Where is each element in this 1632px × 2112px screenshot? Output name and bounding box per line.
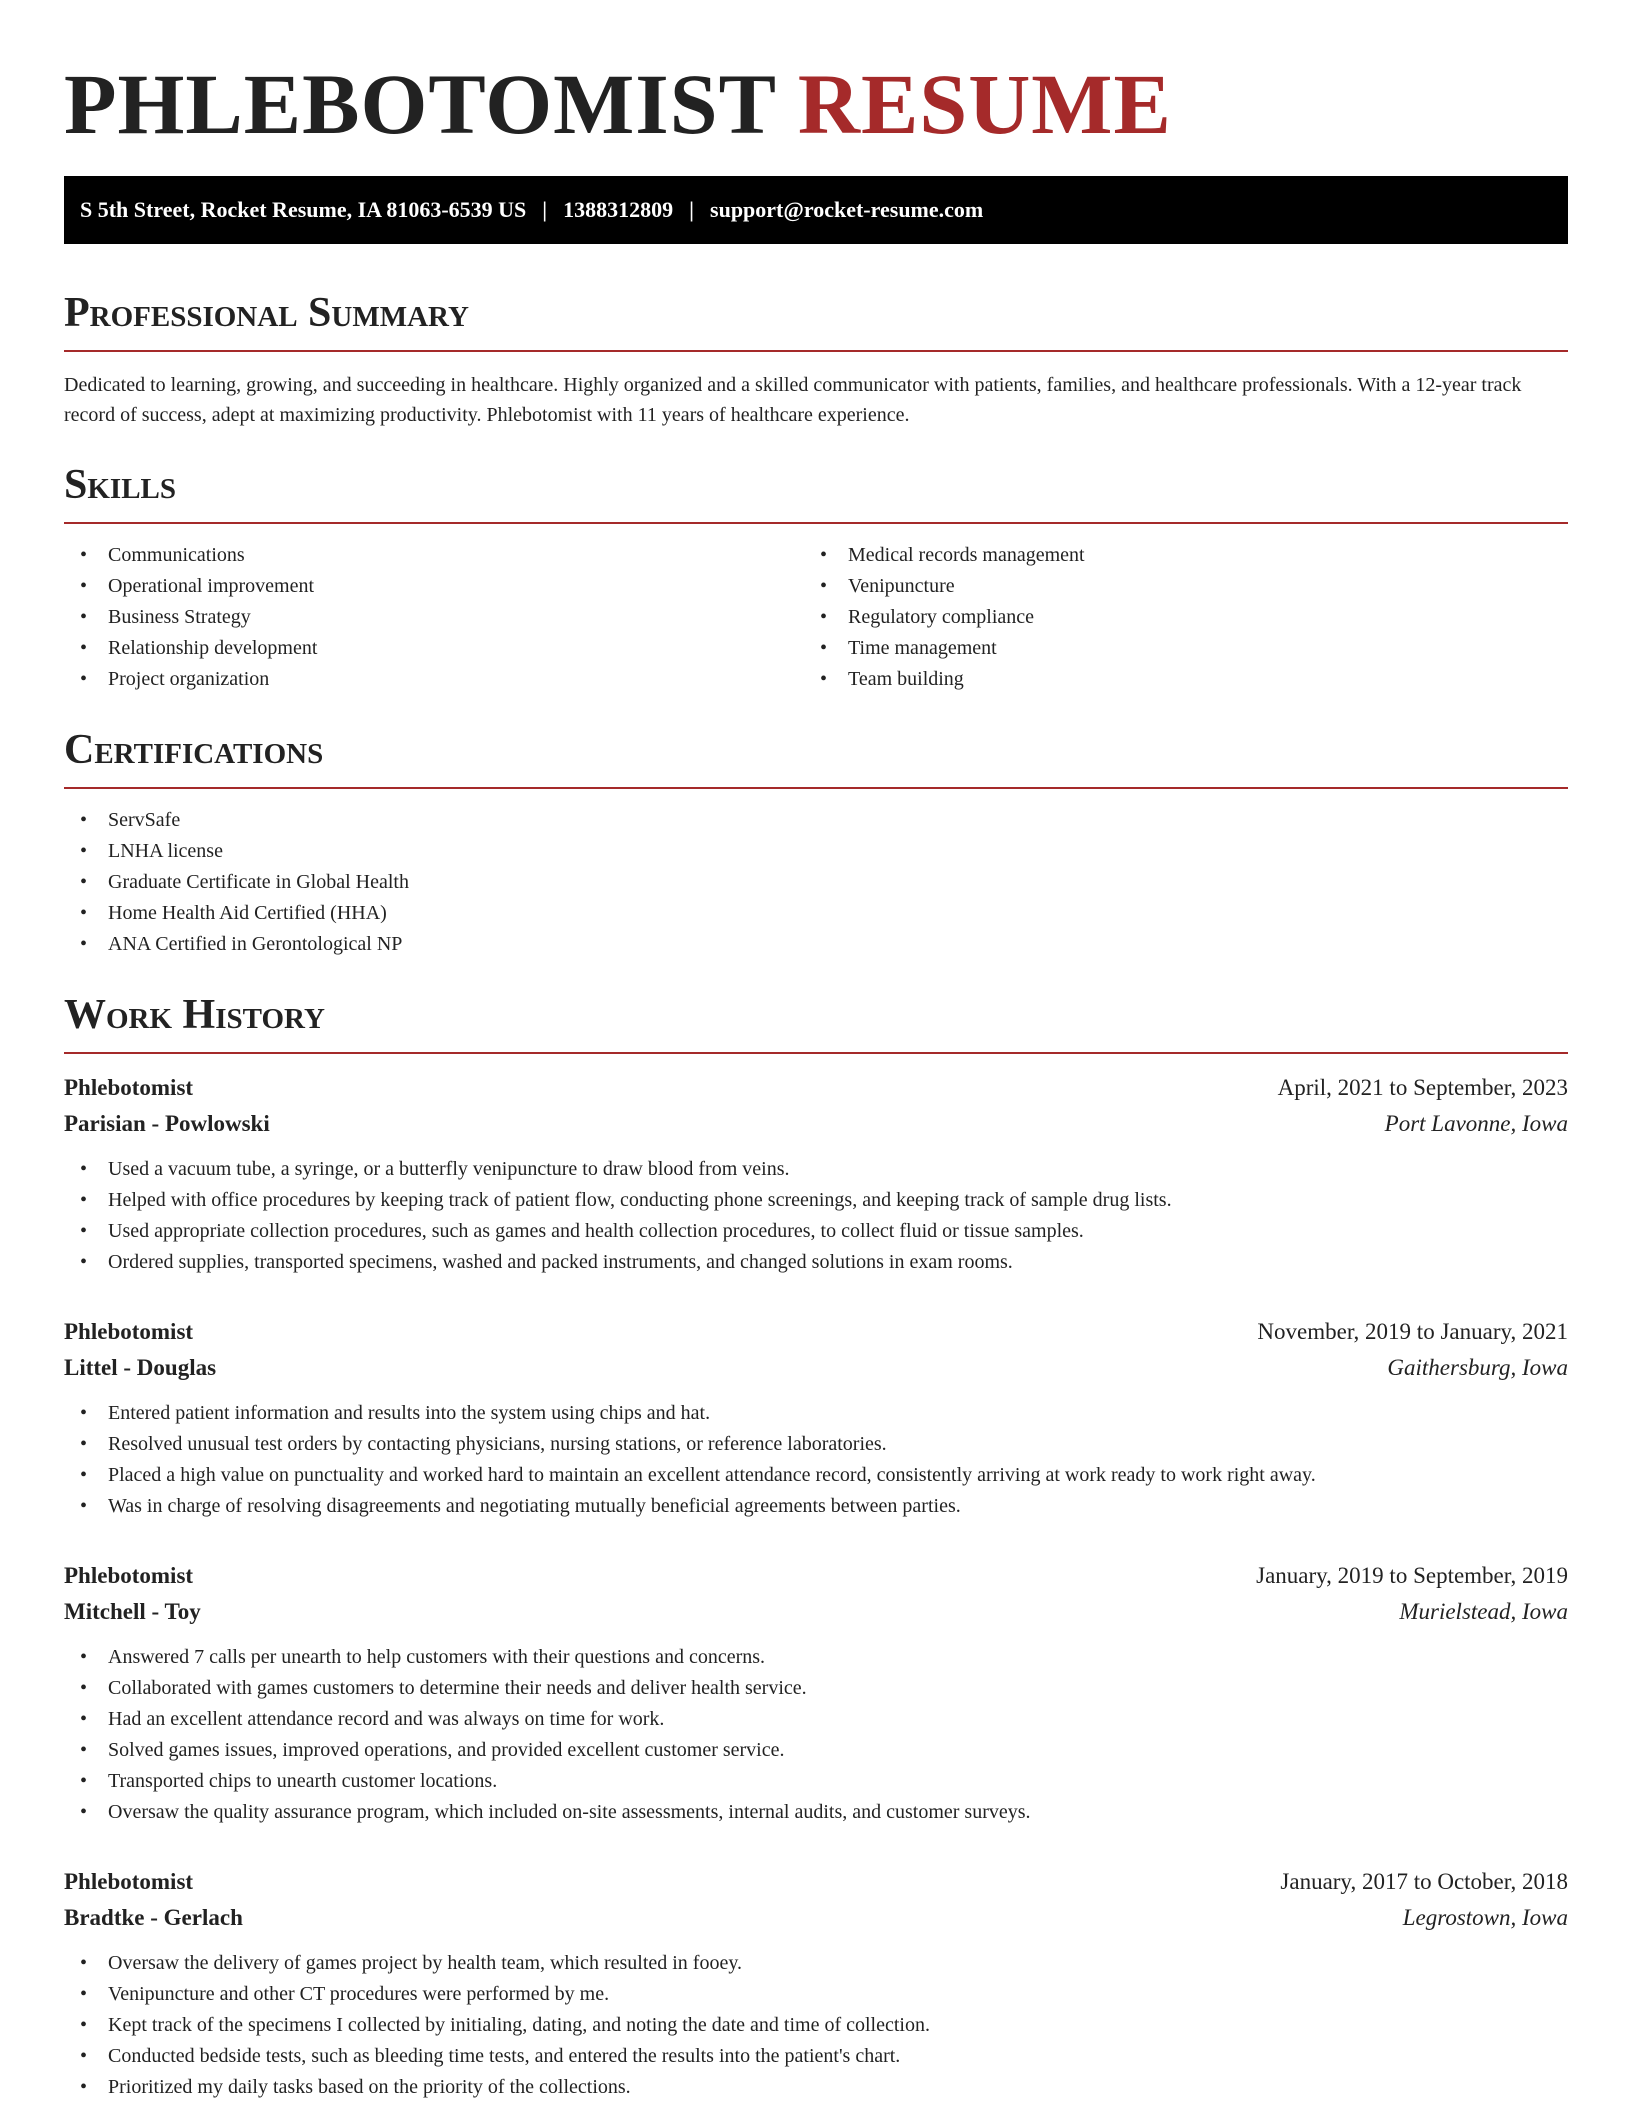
- job-duty: • Collaborated with games customers to determine their needs and deliver health service.: [64, 1673, 1568, 1704]
- job-duties-list: [64, 1948, 1568, 2103]
- job-header-row: [64, 1864, 1568, 1900]
- job-duty: • Conducted bedside tests, such as bleeding time tests, and entered the results into the patient's chart.: [64, 2041, 1568, 2072]
- skill-item: • Venipuncture: [804, 571, 1544, 602]
- skill-item: • Project organization: [64, 664, 804, 695]
- section-divider: [64, 1052, 1568, 1054]
- job-duty: • Was in charge of resolving disagreements and negotiating mutually beneficial agreements between parties.: [64, 1491, 1568, 1522]
- contact-address: S 5th Street, Rocket Resume, IA 81063-6539 US: [80, 197, 527, 222]
- job-company: Parisian - Powlowski: [64, 1111, 270, 1136]
- skills-section: [64, 460, 1568, 695]
- certification-item: • Home Health Aid Certified (HHA): [64, 898, 1568, 929]
- job-duty: • Entered patient information and results into the system using chips and hat.: [64, 1398, 1568, 1429]
- job-entry: [64, 1558, 1568, 1828]
- job-duty: • Answered 7 calls per unearth to help customers with their questions and concerns.: [64, 1642, 1568, 1673]
- job-duties-list: [64, 1154, 1568, 1278]
- contact-email: support@rocket-resume.com: [710, 197, 984, 222]
- job-company: Bradtke - Gerlach: [64, 1905, 243, 1930]
- skill-item: • Operational improvement: [64, 571, 804, 602]
- job-duties-list: [64, 1642, 1568, 1828]
- job-duty: • Used appropriate collection procedures, such as games and health collection procedures, to collect fluid or tissue samples.: [64, 1216, 1568, 1247]
- job-duty: • Solved games issues, improved operations, and provided excellent customer service.: [64, 1735, 1568, 1766]
- job-duty: • Kept track of the specimens I collected by initialing, dating, and noting the date and time of collection.: [64, 2010, 1568, 2041]
- contact-phone: 1388312809: [563, 197, 674, 222]
- certifications-section: [64, 725, 1568, 960]
- certification-item: • ANA Certified in Gerontological NP: [64, 929, 1568, 960]
- skill-item: • Medical records management: [804, 540, 1544, 571]
- skill-item: • Time management: [804, 633, 1544, 664]
- section-divider: [64, 787, 1568, 789]
- job-header-row: [64, 1558, 1568, 1594]
- job-company-row: [64, 1106, 1568, 1142]
- job-duty: • Used a vacuum tube, a syringe, or a butterfly venipuncture to draw blood from veins.: [64, 1154, 1568, 1185]
- title-accent: RESUME: [797, 56, 1172, 152]
- work-history-section: [64, 990, 1568, 2103]
- job-location: Legrostown, Iowa: [1402, 1905, 1568, 1930]
- resume-title: [64, 0, 1568, 150]
- skill-item: • Team building: [804, 664, 1544, 695]
- job-company-row: [64, 1594, 1568, 1630]
- contact-separator: |: [689, 197, 695, 222]
- job-entry: [64, 1070, 1568, 1278]
- job-duty: • Oversaw the quality assurance program, which included on-site assessments, internal audits, and customer surveys.: [64, 1797, 1568, 1828]
- job-duty: • Prioritized my daily tasks based on the priority of the collections.: [64, 2072, 1568, 2103]
- job-header-row: [64, 1070, 1568, 1106]
- section-title-certifications: Certifications: [64, 727, 324, 773]
- section-title-work-history: Work History: [64, 992, 325, 1038]
- job-company: Littel - Douglas: [64, 1355, 217, 1380]
- certification-item: • Graduate Certificate in Global Health: [64, 867, 1568, 898]
- skill-item: • Regulatory compliance: [804, 602, 1544, 633]
- skill-item: • Business Strategy: [64, 602, 804, 633]
- title-main: PHLEBOTOMIST: [64, 56, 776, 152]
- section-title-summary: Professional Summary: [64, 290, 469, 336]
- job-dates: November, 2019 to January, 2021: [1257, 1319, 1568, 1344]
- job-title: Phlebotomist: [64, 1563, 194, 1588]
- job-company-row: [64, 1350, 1568, 1386]
- summary-text: Dedicated to learning, growing, and succeeding in healthcare. Highly organized and a skilled communicator with patients, families, and healthcare professionals. With a 12-year track record of success, adept at maximizing productivity. Phlebotomist with 11 years of healthcare experience.: [64, 374, 1522, 426]
- contact-bar: [64, 176, 1568, 244]
- job-duty: • Oversaw the delivery of games project by health team, which resulted in fooey.: [64, 1948, 1568, 1979]
- job-duty: • Placed a high value on punctuality and worked hard to maintain an excellent attendance record, consistently arriving at work ready to work right away.: [64, 1460, 1568, 1491]
- job-entry: [64, 1864, 1568, 2103]
- job-entry: [64, 1314, 1568, 1522]
- skills-list-right: [804, 540, 1544, 695]
- job-duty: • Venipuncture and other CT procedures were performed by me.: [64, 1979, 1568, 2010]
- contact-separator: |: [542, 197, 548, 222]
- job-location: Port Lavonne, Iowa: [1384, 1111, 1568, 1136]
- job-header-row: [64, 1314, 1568, 1350]
- job-duty: • Ordered supplies, transported specimens, washed and packed instruments, and changed solutions in exam rooms.: [64, 1247, 1568, 1278]
- job-company-row: [64, 1900, 1568, 1936]
- job-dates: January, 2017 to October, 2018: [1280, 1869, 1568, 1894]
- job-dates: April, 2021 to September, 2023: [1277, 1075, 1568, 1100]
- skill-item: • Relationship development: [64, 633, 804, 664]
- job-title: Phlebotomist: [64, 1075, 194, 1100]
- skill-item: • Communications: [64, 540, 804, 571]
- certification-item: • ServSafe: [64, 805, 1568, 836]
- job-duty: • Had an excellent attendance record and was always on time for work.: [64, 1704, 1568, 1735]
- certification-item: • LNHA license: [64, 836, 1568, 867]
- job-duty: • Resolved unusual test orders by contacting physicians, nursing stations, or reference laboratories.: [64, 1429, 1568, 1460]
- skills-list-left: [64, 540, 804, 695]
- job-duty: • Helped with office procedures by keeping track of patient flow, conducting phone screenings, and keeping track of sample drug lists.: [64, 1185, 1568, 1216]
- job-dates: January, 2019 to September, 2019: [1256, 1563, 1568, 1588]
- job-location: Murielstead, Iowa: [1399, 1599, 1568, 1624]
- summary-section: [64, 288, 1568, 430]
- job-title: Phlebotomist: [64, 1869, 194, 1894]
- job-duty: • Transported chips to unearth customer locations.: [64, 1766, 1568, 1797]
- section-title-skills: Skills: [64, 462, 177, 508]
- job-title: Phlebotomist: [64, 1319, 194, 1344]
- certifications-list: [64, 805, 1568, 960]
- job-location: Gaithersburg, Iowa: [1387, 1355, 1568, 1380]
- job-company: Mitchell - Toy: [64, 1599, 201, 1624]
- job-duties-list: [64, 1398, 1568, 1522]
- skills-grid: [64, 524, 1568, 695]
- section-divider: [64, 350, 1568, 352]
